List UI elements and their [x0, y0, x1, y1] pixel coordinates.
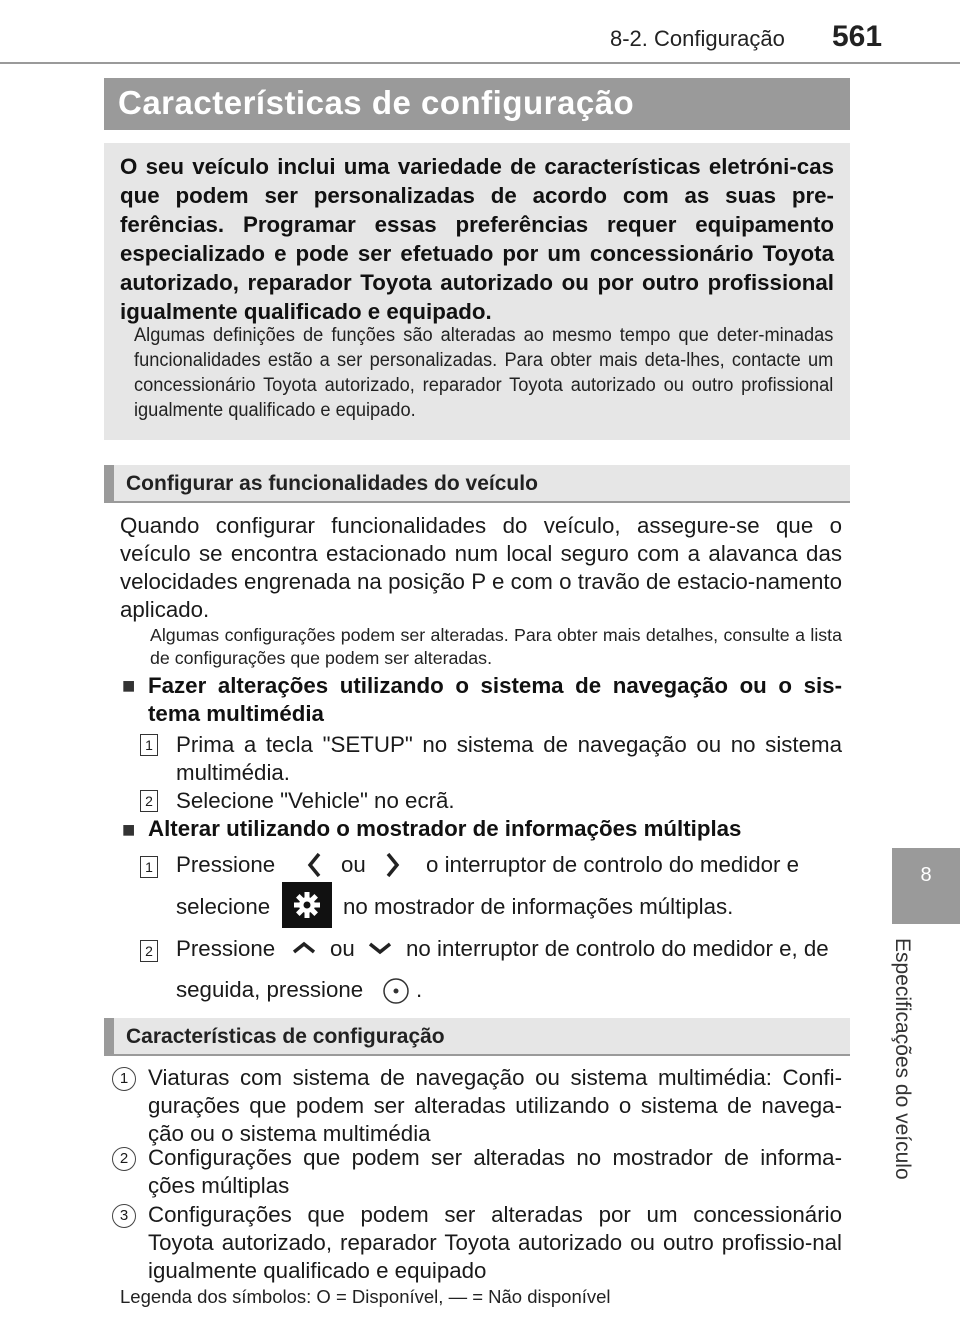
chevron-up-icon [290, 940, 318, 956]
heading-marker: ■ [122, 673, 136, 698]
list-item: Configurações que podem ser alteradas no mostrador de informa-ções múltiplas [148, 1145, 842, 1198]
intro-paragraph: O seu veículo inclui uma variedade de características eletróni-cas que podem ser personalizadas de acordo com as suas pre-ferências. Programar essas preferências requer equipamento especializado e pode ser efetuado por um concessionário Toyota autorizado, reparador Toyota autorizado ou por outro profissional igualmente qualificado e equipado. [120, 154, 834, 324]
page-title: Características de configuração [118, 84, 635, 121]
step-text-seguida: seguida, pressione [176, 977, 364, 1002]
section-heading-accent [104, 465, 114, 503]
page-number: 561 [832, 20, 883, 53]
list-item: Configurações que podem ser alteradas por um concessionário Toyota autorizado, reparador Toyota autorizado ou outro profissio-nal igualmente qualificado e equipado [148, 1202, 842, 1283]
section-label: 8-2. Configuração [610, 26, 785, 51]
intro-note: Algumas definições de funções são alteradas ao mesmo tempo que deter-minadas funcionalidades estão a ser personalizadas. Para obter mais deta-lhes, contacte um concessionário Toyota autorizado, reparador Toyota autorizado ou outro profissional igualmente qualificado e equipado. [134, 324, 834, 421]
list-number: 3 [112, 1204, 136, 1228]
step-text-ou: ou [330, 936, 355, 961]
chevron-left-icon [305, 850, 323, 880]
step-number: 2 [140, 790, 158, 812]
header-divider [0, 62, 960, 64]
step-number: 1 [140, 734, 158, 756]
chevron-right-icon [384, 850, 402, 880]
sub-heading-multi-info: Alterar utilizando o mostrador de informações múltiplas [148, 816, 742, 841]
chevron-down-icon [366, 940, 394, 956]
step-text-selecione: selecione [176, 894, 271, 919]
step-text-pressione: Pressione [176, 852, 276, 877]
list-number: 1 [112, 1067, 136, 1091]
section-heading: Configurar as funcionalidades do veículo [126, 472, 538, 495]
list-item: Viaturas com sistema de navegação ou sistema multimédia: Confi-gurações que podem ser alteradas utilizando o sistema de navega-ção ou o sistema multimédia [148, 1065, 842, 1146]
step-number: 2 [140, 940, 158, 962]
list-number: 2 [112, 1147, 136, 1171]
section1-note: Algumas configurações podem ser alteradas. Para obter mais detalhes, consulte a lista de configurações que podem ser alteradas. [150, 625, 842, 668]
heading-marker: ■ [122, 817, 136, 842]
section-heading-accent [104, 1018, 114, 1056]
step-text-ou: ou [341, 852, 366, 877]
step-text: Selecione "Vehicle" no ecrã. [176, 788, 455, 813]
step-text: Prima a tecla "SETUP" no sistema de navegação ou no sistema multimédia. [176, 732, 842, 785]
chapter-title-text: Especificações do veículo [891, 938, 914, 1180]
section-heading: Características de configuração [126, 1025, 445, 1048]
step-text-period: . [416, 977, 423, 1002]
step-text: o interruptor de controlo do medidor e [426, 852, 800, 877]
gear-icon [282, 882, 332, 928]
sub-heading-navigation: Fazer alterações utilizando o sistema de navegação ou o sis-tema multimédia [148, 673, 842, 726]
step-text: no interruptor de controlo do medidor e, de [406, 936, 829, 961]
step-text-pressione: Pressione [176, 936, 276, 961]
ok-button-icon [381, 976, 411, 1006]
symbol-legend: Legenda dos símbolos: O = Disponível, — = Não disponível [120, 1286, 611, 1307]
chapter-title [868, 938, 960, 1180]
section1-body: Quando configurar funcionalidades do veículo, assegure-se que o veículo se encontra estacionado num local seguro com a alavanca das velocidades engrenada na posição P e com o travão de estacio-namento aplicado. [120, 513, 842, 622]
step-number: 1 [140, 856, 158, 878]
chapter-number: 8 [920, 864, 932, 886]
step-text: no mostrador de informações múltiplas. [343, 894, 734, 919]
